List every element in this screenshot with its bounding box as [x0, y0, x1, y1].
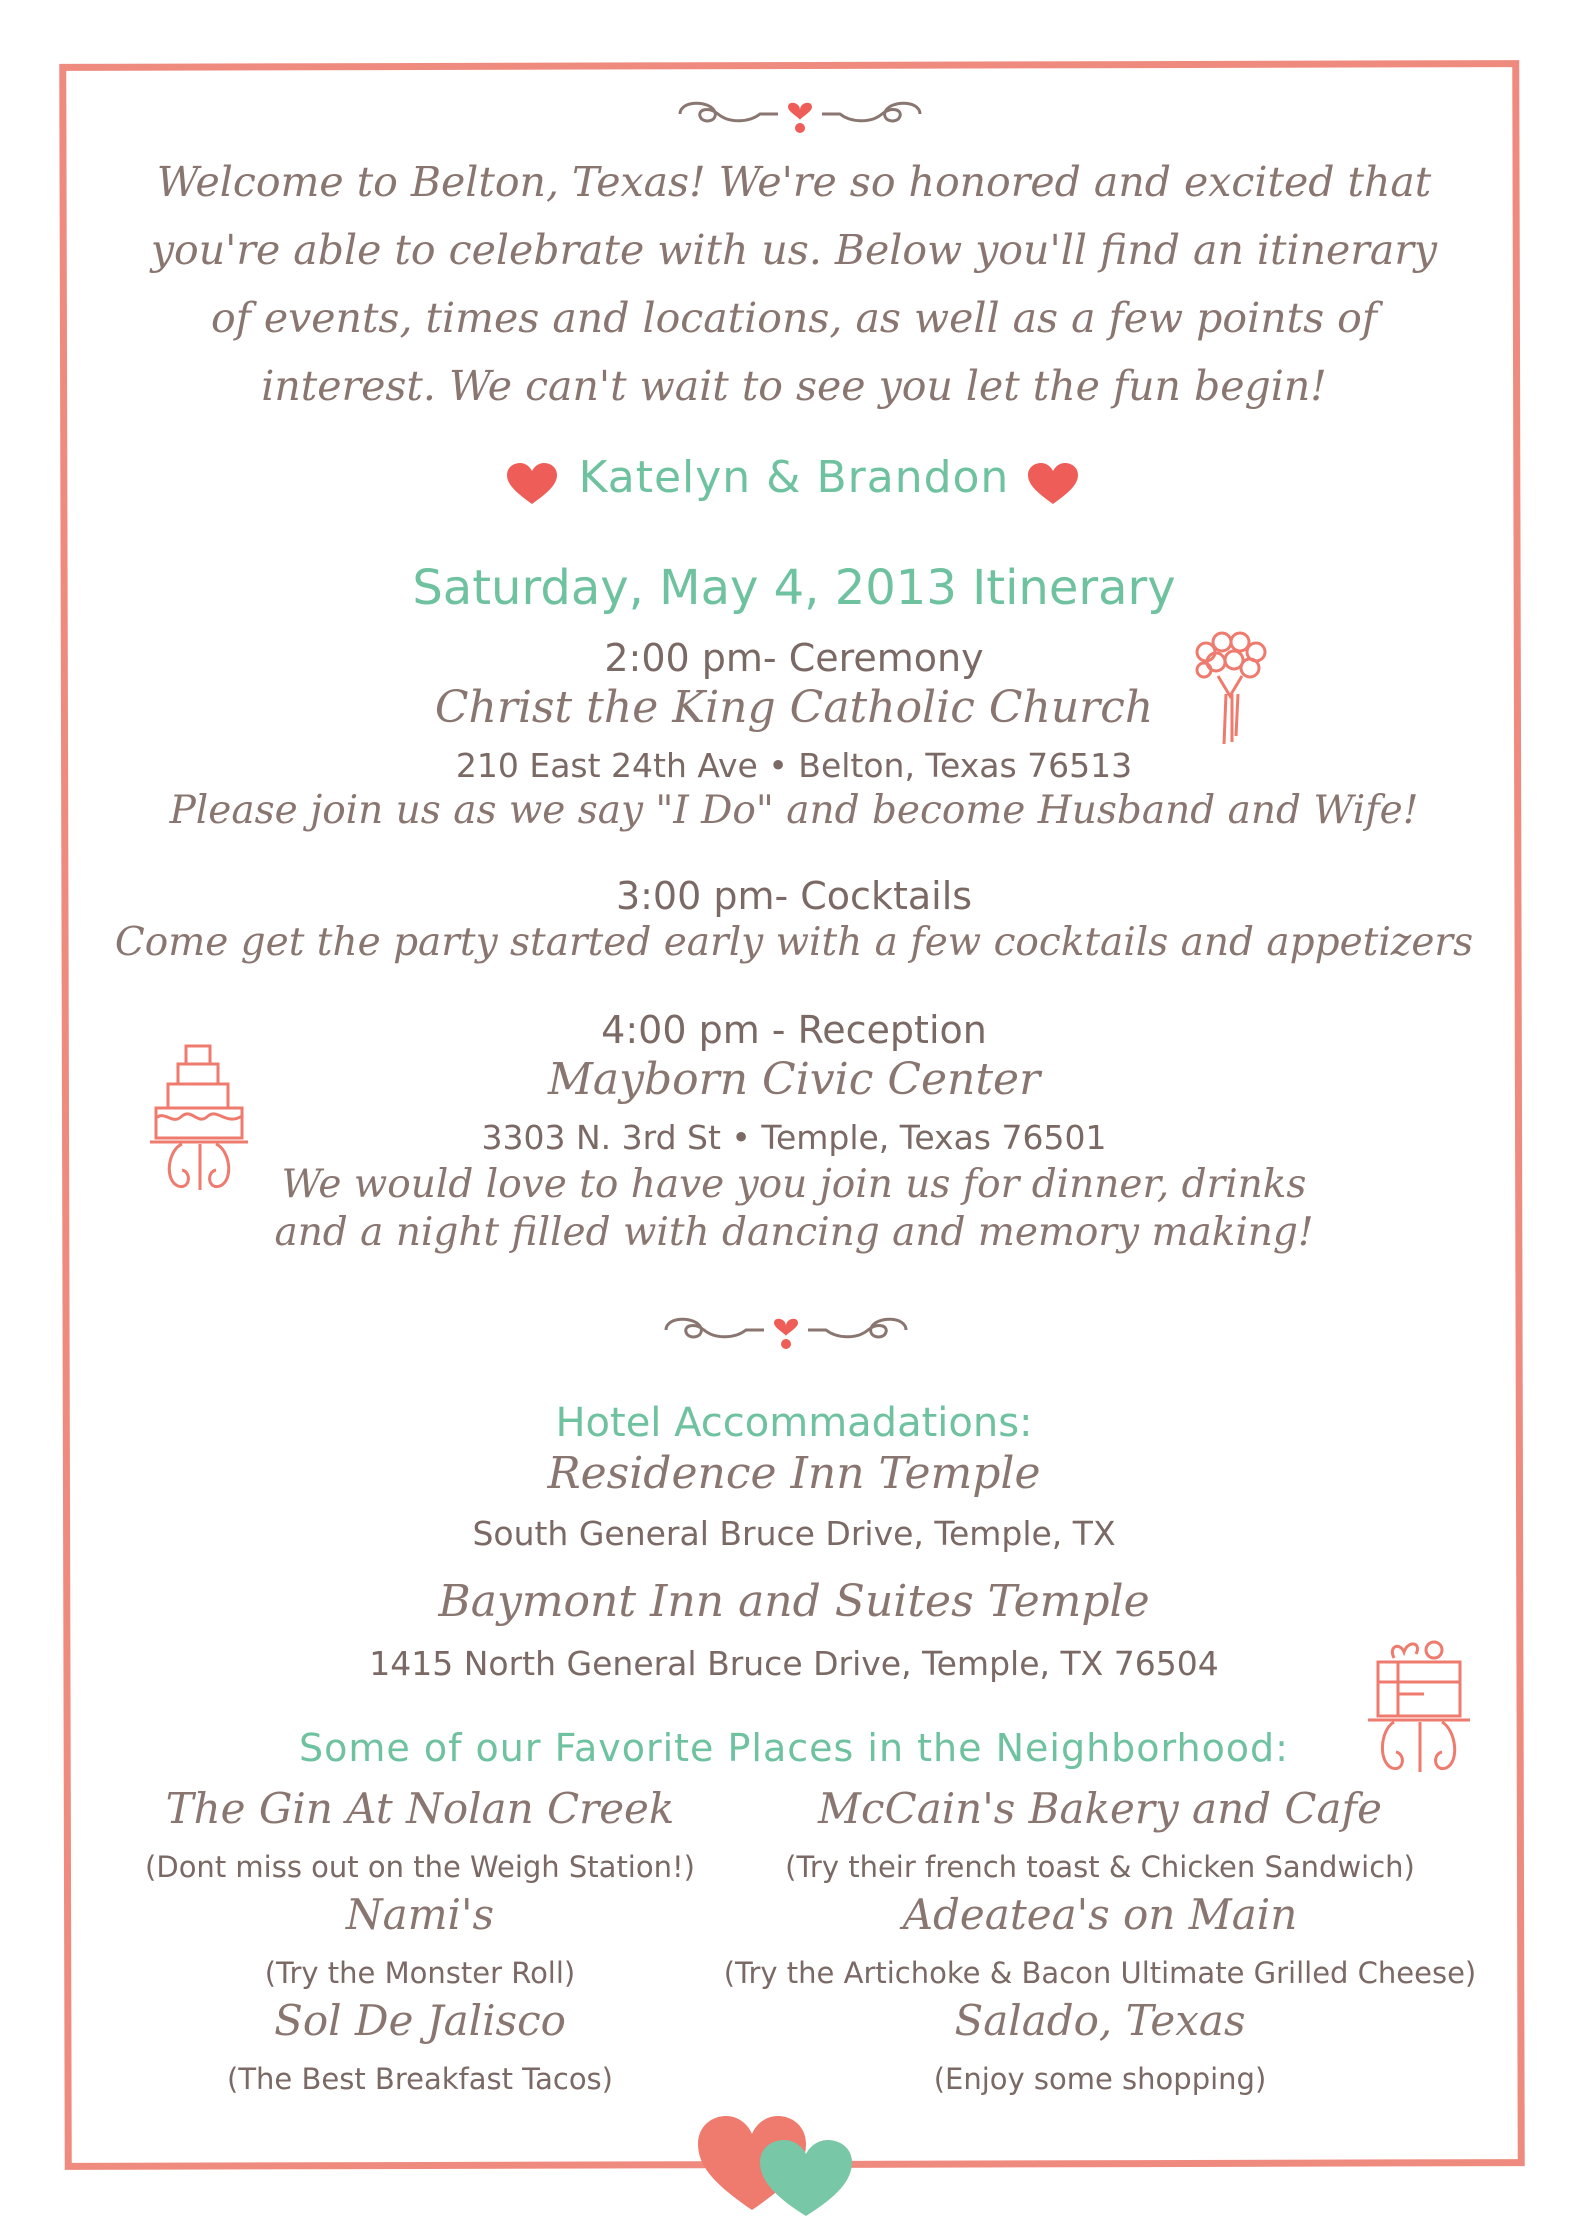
- ceremony-address: 210 East 24th Ave • Belton, Texas 76513: [455, 746, 1133, 785]
- itinerary-title: Saturday, May 4, 2013 Itinerary: [412, 560, 1176, 616]
- hotels-title: Hotel Accommadations:: [555, 1400, 1033, 1446]
- place-note: (The Best Breakfast Tacos): [227, 2062, 613, 2096]
- bouquet-icon: [1186, 626, 1278, 746]
- place-note: (Try their french toast & Chicken Sandwich): [785, 1850, 1415, 1884]
- ceremony-venue: Christ the King Catholic Church: [434, 682, 1154, 733]
- welcome-line-1: Welcome to Belton, Texas! We're so honored and excited that: [156, 158, 1432, 206]
- twin-hearts-icon: [694, 2110, 866, 2220]
- place-name: Sol De Jalisco: [274, 1996, 566, 2045]
- gift-table-icon: [1364, 1632, 1474, 1802]
- flourish-divider-icon: [670, 92, 930, 136]
- ceremony-note: Please join us as we say "I Do" and become Husband and Wife!: [169, 788, 1419, 833]
- place-note: (Enjoy some shopping): [933, 2062, 1267, 2096]
- welcome-line-2: you're able to celebrate with us. Below you'll find an itinerary: [150, 226, 1438, 274]
- places-title: Some of our Favorite Places in the Neighborhood:: [299, 1726, 1289, 1770]
- wedding-cake-icon: [148, 1040, 252, 1210]
- hotel-2-name: Baymont Inn and Suites Temple: [438, 1576, 1150, 1627]
- place-note: (Dont miss out on the Weigh Station!): [145, 1850, 695, 1884]
- welcome-line-3: of events, times and locations, as well as a few points of: [210, 294, 1378, 342]
- place-name: Salado, Texas: [954, 1996, 1246, 2045]
- cocktails-time: 3:00 pm- Cocktails: [615, 874, 973, 918]
- ceremony-time: 2:00 pm- Ceremony: [604, 636, 984, 680]
- place-name: The Gin At Nolan Creek: [165, 1784, 675, 1833]
- hotel-2-address: 1415 North General Bruce Drive, Temple, TX 76504: [369, 1644, 1219, 1683]
- reception-time: 4:00 pm - Reception: [601, 1008, 987, 1052]
- reception-venue: Mayborn Civic Center: [547, 1054, 1041, 1105]
- cocktails-note: Come get the party started early with a few cocktails and appetizers: [114, 920, 1474, 965]
- heart-icon: [1026, 462, 1080, 506]
- reception-address: 3303 N. 3rd St • Temple, Texas 76501: [481, 1118, 1107, 1157]
- reception-note-2: and a night filled with dancing and memory making!: [274, 1210, 1314, 1255]
- place-name: Adeatea's on Main: [902, 1890, 1298, 1939]
- couple-names: Katelyn & Brandon: [578, 452, 1010, 503]
- hotel-1-name: Residence Inn Temple: [547, 1448, 1041, 1499]
- flourish-divider-icon: [656, 1308, 916, 1352]
- reception-note-1: We would love to have you join us for dinner, drinks: [281, 1162, 1307, 1207]
- place-note: (Try the Artichoke & Bacon Ultimate Grilled Cheese): [723, 1956, 1477, 1990]
- welcome-line-4: interest. We can't wait to see you let the fun begin!: [261, 362, 1327, 410]
- place-note: (Try the Monster Roll): [264, 1956, 576, 1990]
- hotel-1-address: South General Bruce Drive, Temple, TX: [472, 1514, 1116, 1553]
- place-name: Nami's: [345, 1890, 495, 1939]
- place-name: McCain's Bakery and Cafe: [818, 1784, 1382, 1833]
